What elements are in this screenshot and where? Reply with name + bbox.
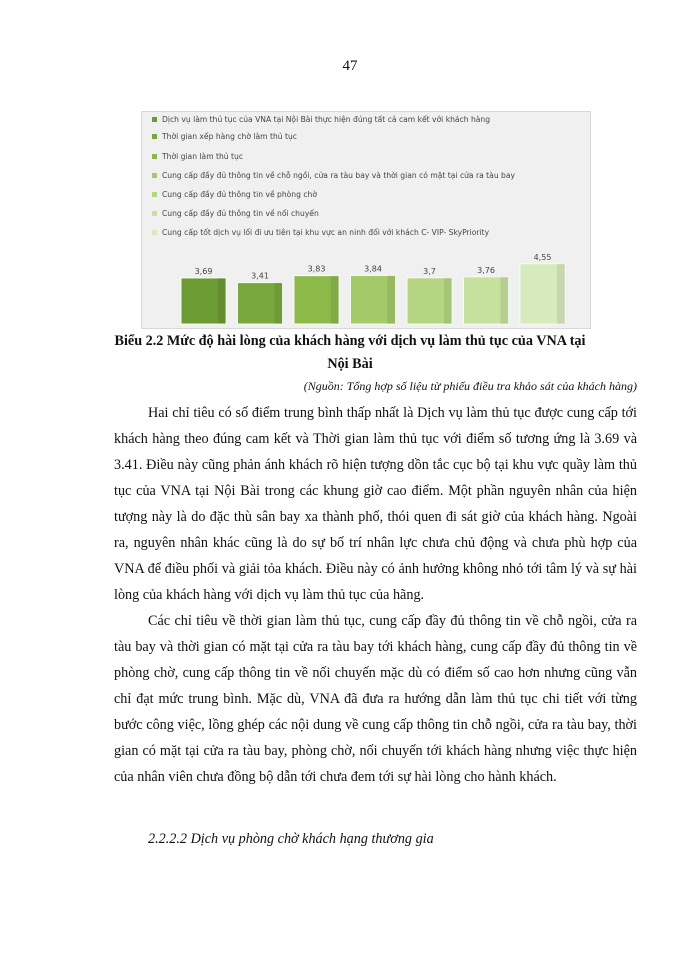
figure-caption-line-1: Biểu 2.2 Mức độ hài lòng của khách hàng với dịch vụ làm thủ tục của VNA tại [114, 333, 586, 349]
paragraph-2: Các chỉ tiêu về thời gian làm thủ tục, cung cấp đầy đủ thông tin về chỗ ngồi, cửa ra tàu bay và thời gian có mặt tại cửa ra tàu bay tới khách hàng, cung cấp đầy đủ thông tin về phòng chờ, cung cấp thông tin về nối chuyến mặc dù có điểm số cao hơn nhưng cũng vẫn chỉ đạt mức trung bình. Mặc dù, VNA đã đưa ra hướng dẫn làm thủ tục chi tiết với từng bước công việc, lồng ghép các nội dung về cung cấp thông tin chỗ ngồi, cửa ra tàu bay, thời gian có mặt tại cửa ra tàu bay, phòng chờ, nối chuyến tới khách hàng nhưng việc thực hiện của nhân viên chưa đồng bộ dẫn tới chưa đem tới sự hài lòng cho hành khách. [114, 613, 637, 785]
paragraph-1: Hai chỉ tiêu có số điểm trung bình thấp nhất là Dịch vụ làm thủ tục được cung cấp tới khách hàng theo đúng cam kết và Thời gian làm thủ tục với điểm số tương ứng là 3.69 và 3.41. Điều này cũng phản ánh khách rõ hiện tượng dồn tắc cục bộ tại khu vực quầy làm thủ tục của VNA tại Nội Bài trong các khung giờ cao điểm. Một phần nguyên nhân của hiện tượng này là do đặc thù sân bay xa thành phố, thói quen đi sát giờ của khách hàng. Ngoài ra, nguyên nhân khác cũng là do sự bố trí nhân lực chưa chủ động và chưa phù hợp của VNA để điều phối và giải tỏa khách. Điều này có ảnh hưởng không nhỏ tới tâm lý và sự hài lòng của khách hàng với dịch vụ làm thủ tục của hãng. [114, 405, 637, 603]
legend-label-1: Dịch vụ làm thủ tục của VNA tại Nội Bài thực hiện đúng tất cả cam kết với khách hàng [162, 115, 491, 124]
bar-shade-3 [331, 276, 339, 324]
page-number: 47 [342, 58, 358, 74]
bar-shade-2 [275, 283, 283, 324]
bar-chart-plot [142, 112, 590, 328]
body-text [114, 400, 637, 790]
figure-source: (Nguồn: Tổng hợp số liệu từ phiếu điều tra khảo sát của khách hàng) [303, 379, 637, 393]
legend-label-6: Cung cấp đầy đủ thông tin về nối chuyến [162, 209, 319, 218]
bar-value-label-1: 3,69 [194, 266, 213, 276]
bar-value-label-6: 3,76 [477, 265, 495, 275]
bar-shade-7 [557, 264, 565, 324]
legend-label-3: Thời gian làm thủ tục [162, 152, 243, 161]
bar-value-label-5: 3,7 [423, 266, 436, 276]
chart-frame [141, 111, 591, 329]
bar-shade-1 [218, 278, 226, 324]
legend-label-2: Thời gian xếp hàng chờ làm thủ tục [162, 132, 297, 141]
bar-value-label-3: 3,83 [307, 264, 326, 274]
bar-value-label-2: 3,41 [251, 271, 269, 281]
legend-label-4: Cung cấp đầy đủ thông tin về chỗ ngồi, cửa ra tàu bay và thời gian có mặt tại cửa ra tàu bay [162, 171, 516, 180]
bar-value-label-4: 3,84 [364, 264, 382, 274]
figure-caption-line-2: Nội Bài [327, 356, 373, 372]
legend-label-7: Cung cấp tốt dịch vụ lối đi ưu tiên tại khu vực an ninh đối với khách C- VIP- SkyPriority [162, 228, 490, 237]
section-heading: 2.2.2.2 Dịch vụ phòng chờ khách hạng thương gia [148, 831, 434, 847]
bar-value-label-7: 4,55 [533, 252, 552, 262]
legend-label-5: Cung cấp đầy đủ thông tin về phòng chờ [162, 190, 317, 199]
bar-shade-6 [501, 277, 509, 324]
bar-shade-4 [388, 275, 396, 324]
bar-shade-5 [444, 278, 452, 324]
